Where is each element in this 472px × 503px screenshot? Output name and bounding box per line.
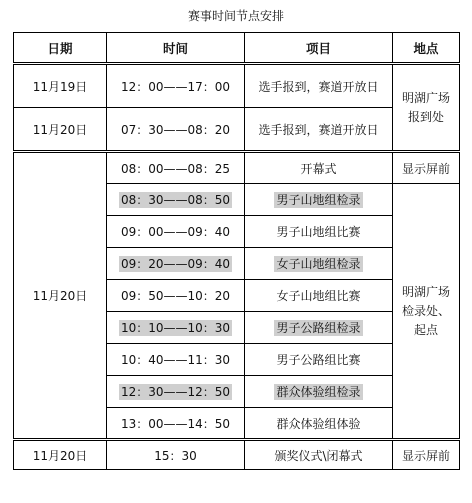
- location-cell: 显示屏前: [393, 440, 460, 470]
- item-cell: 女子山地组比赛: [245, 280, 393, 312]
- item-text: 男子公路组检录: [276, 321, 361, 335]
- item-cell: 群众体验组体验: [245, 408, 393, 440]
- time-cell: 09：00——09：40: [107, 216, 245, 248]
- date-cell: 11月20日: [14, 108, 107, 152]
- header-row: [14, 33, 460, 64]
- item-cell: 男子公路组比赛: [245, 344, 393, 376]
- item-cell: [245, 376, 393, 408]
- item-cell: 男子山地组比赛: [245, 216, 393, 248]
- table-row: [14, 152, 460, 184]
- location-cell: 显示屏前: [393, 152, 460, 184]
- time-cell: [107, 312, 245, 344]
- time-cell: 10：40——11：30: [107, 344, 245, 376]
- table-row: [14, 440, 460, 470]
- item-text: 男子山地组检录: [276, 193, 361, 207]
- time-cell: 09：50——10：20: [107, 280, 245, 312]
- item-text: 女子山地组检录: [276, 257, 361, 271]
- item-text: 群众体验组检录: [276, 385, 361, 399]
- item-cell: [245, 248, 393, 280]
- item-cell: 颁奖仪式\闭幕式: [245, 440, 393, 470]
- time-cell: [107, 376, 245, 408]
- time-cell: 07：30——08：20: [107, 108, 245, 152]
- item-cell: 选手报到，赛道开放日: [245, 64, 393, 108]
- time-cell: 15：30: [107, 440, 245, 470]
- location-cell: 明湖广场检录处、起点: [393, 184, 460, 440]
- page-title: 赛事时间节点安排: [187, 9, 284, 23]
- time-cell: 12：00——17：00: [107, 64, 245, 108]
- item-cell: [245, 184, 393, 216]
- date-cell: 11月19日: [14, 64, 107, 108]
- time-text: 10：10——10：30: [120, 321, 231, 335]
- time-text: 12：30——12：50: [120, 385, 231, 399]
- date-cell: 11月20日: [14, 152, 107, 440]
- item-cell: 选手报到，赛道开放日: [245, 108, 393, 152]
- item-cell: 开幕式: [245, 152, 393, 184]
- header-time: 时间: [107, 33, 245, 64]
- header-date: 日期: [14, 33, 107, 64]
- header-item: 项目: [245, 33, 393, 64]
- time-text: 08：30——08：50: [120, 193, 231, 207]
- location-cell: 明湖广场报到处: [393, 64, 460, 152]
- time-cell: 13：00——14：50: [107, 408, 245, 440]
- time-cell: 08：00——08：25: [107, 152, 245, 184]
- date-cell: 11月20日: [14, 440, 107, 470]
- item-cell: [245, 312, 393, 344]
- time-text: 09：20——09：40: [120, 257, 231, 271]
- time-cell: [107, 248, 245, 280]
- table-row: [14, 64, 460, 108]
- schedule-table: [13, 32, 460, 470]
- time-cell: [107, 184, 245, 216]
- header-location: 地点: [393, 33, 460, 64]
